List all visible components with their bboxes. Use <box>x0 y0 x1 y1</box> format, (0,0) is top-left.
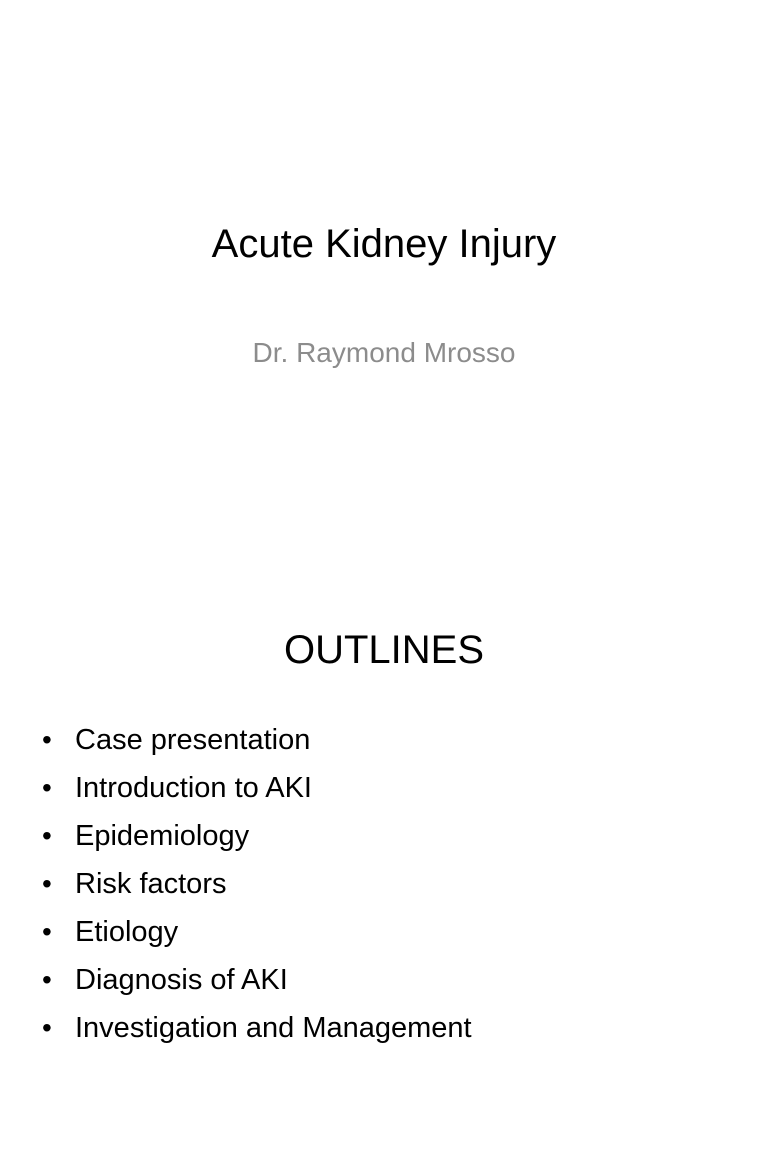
outline-item <box>42 764 472 812</box>
outline-slide <box>0 576 768 1152</box>
outline-item <box>42 956 472 1004</box>
outline-item-label: Risk factors <box>75 868 227 900</box>
slide-title: Acute Kidney Injury <box>211 222 557 266</box>
outline-item-label: Introduction to AKI <box>75 772 312 804</box>
bullet-icon: • <box>42 868 52 899</box>
bullet-icon: • <box>42 724 52 755</box>
outline-item-label: Investigation and Management <box>75 1012 472 1044</box>
outline-item-label: Epidemiology <box>75 820 250 852</box>
outline-heading: OUTLINES <box>283 628 485 672</box>
bullet-icon: • <box>42 772 52 803</box>
outline-item <box>42 1004 472 1052</box>
bullet-icon: • <box>42 916 52 947</box>
outline-item <box>42 860 472 908</box>
outline-item <box>42 716 472 764</box>
bullet-icon: • <box>42 964 52 995</box>
bullet-icon: • <box>42 820 52 851</box>
outline-item <box>42 908 472 956</box>
bullet-icon: • <box>42 1012 52 1043</box>
outline-item-label: Diagnosis of AKI <box>75 964 288 996</box>
outline-item-label: Case presentation <box>75 724 311 756</box>
outline-item <box>42 812 472 860</box>
outline-item-label: Etiology <box>75 916 179 948</box>
slide-subtitle-author: Dr. Raymond Mrosso <box>252 337 516 368</box>
outline-list <box>42 716 472 1052</box>
